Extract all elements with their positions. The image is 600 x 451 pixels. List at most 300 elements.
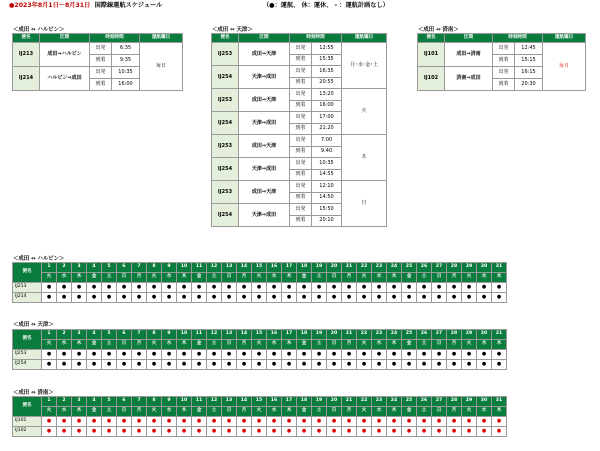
col-header-time: 時刻時間 xyxy=(90,34,140,43)
weekday-header: 月 xyxy=(342,340,357,350)
date-header: 22 xyxy=(357,263,372,273)
weekday-header: 月 xyxy=(342,273,357,283)
operation-mark: ● xyxy=(132,360,147,370)
date-header: 7 xyxy=(132,397,147,407)
operation-mark: ● xyxy=(477,293,492,303)
arrival-time: 9:40 xyxy=(312,146,342,158)
date-header: 26 xyxy=(417,263,432,273)
date-header: 16 xyxy=(267,263,282,273)
operation-mark: ● xyxy=(267,293,282,303)
operation-mark: ● xyxy=(87,427,102,437)
arrival-time: 20:10 xyxy=(312,215,342,227)
flight-number: IJ213 xyxy=(13,283,42,293)
date-header: 29 xyxy=(462,397,477,407)
arrival-time: 21:20 xyxy=(312,123,342,135)
tianjin-schedule-table xyxy=(211,33,387,227)
date-header: 13 xyxy=(222,330,237,340)
operation-mark: ● xyxy=(282,360,297,370)
date-header: 19 xyxy=(312,397,327,407)
date-header: 22 xyxy=(357,397,372,407)
date-header: 12 xyxy=(207,263,222,273)
arrival-label: 到着 xyxy=(290,146,312,158)
date-header: 24 xyxy=(387,397,402,407)
arrival-time: 20:30 xyxy=(515,79,543,91)
arrival-label: 到着 xyxy=(493,79,515,91)
weekday-header: 金 xyxy=(87,407,102,417)
harbin-schedule-table xyxy=(12,33,183,91)
date-header: 27 xyxy=(432,263,447,273)
operation-mark: ● xyxy=(327,283,342,293)
date-header: 21 xyxy=(342,330,357,340)
flight-number: IJ214 xyxy=(13,67,40,91)
operation-mark: ● xyxy=(402,360,417,370)
date-header: 17 xyxy=(282,397,297,407)
operation-mark: ● xyxy=(267,417,282,427)
departure-label: 出発 xyxy=(90,43,112,55)
operation-mark: ● xyxy=(372,417,387,427)
operation-mark: ● xyxy=(162,283,177,293)
operation-mark: ● xyxy=(162,427,177,437)
operation-mark: ● xyxy=(147,427,162,437)
operation-mark: ● xyxy=(147,350,162,360)
route: 天津⇒成田 xyxy=(239,158,290,181)
operation-mark: ● xyxy=(117,360,132,370)
operation-mark: ● xyxy=(42,350,57,360)
operation-mark: ● xyxy=(492,293,507,303)
operation-mark: ● xyxy=(72,283,87,293)
operation-mark: ● xyxy=(372,360,387,370)
date-header: 11 xyxy=(192,263,207,273)
weekday-header: 日 xyxy=(327,407,342,417)
date-header: 28 xyxy=(447,330,462,340)
weekday-header: 水 xyxy=(267,273,282,283)
operation-mark: ● xyxy=(57,283,72,293)
weekday-header: 火 xyxy=(357,407,372,417)
arrival-label: 到着 xyxy=(290,54,312,66)
date-header: 29 xyxy=(462,330,477,340)
operation-mark: ● xyxy=(147,283,162,293)
operation-mark: ● xyxy=(327,417,342,427)
operation-mark: ● xyxy=(357,283,372,293)
operation-mark: ● xyxy=(72,417,87,427)
date-header: 24 xyxy=(387,263,402,273)
arrival-time: 15:15 xyxy=(515,55,543,67)
weekday-header: 日 xyxy=(327,340,342,350)
arrival-label: 到着 xyxy=(493,55,515,67)
operation-mark: ● xyxy=(42,360,57,370)
flight-number: IJ102 xyxy=(418,67,445,91)
operation-mark: ● xyxy=(222,427,237,437)
weekday-header: 水 xyxy=(477,407,492,417)
departure-label: 出発 xyxy=(290,204,312,216)
operation-mark: ● xyxy=(387,427,402,437)
arrival-label: 到着 xyxy=(290,77,312,89)
col-header-days: 運航曜日 xyxy=(543,34,586,43)
operation-mark: ● xyxy=(417,293,432,303)
weekday-header: 土 xyxy=(417,273,432,283)
operation-mark: ● xyxy=(462,417,477,427)
weekday-header: 火 xyxy=(42,407,57,417)
col-header-days: 運航曜日 xyxy=(342,34,387,43)
route: 成田⇒天津 xyxy=(239,89,290,112)
operation-mark: ● xyxy=(192,417,207,427)
operation-mark: ● xyxy=(417,417,432,427)
operation-mark: ● xyxy=(492,360,507,370)
weekday-header: 火 xyxy=(252,340,267,350)
operation-mark: ● xyxy=(297,283,312,293)
flight-number: IJ102 xyxy=(13,427,42,437)
flight-number: IJ253 xyxy=(13,350,42,360)
operation-mark: ● xyxy=(267,350,282,360)
operation-mark: ● xyxy=(222,360,237,370)
weekday-header: 日 xyxy=(432,340,447,350)
departure-label: 出発 xyxy=(290,43,312,55)
weekday-header: 木 xyxy=(492,340,507,350)
operation-mark: ● xyxy=(252,360,267,370)
col-header-flight: 便名 xyxy=(13,330,42,350)
date-header: 4 xyxy=(87,263,102,273)
operation-mark: ● xyxy=(357,417,372,427)
operation-mark: ● xyxy=(372,427,387,437)
operation-mark: ● xyxy=(57,417,72,427)
route: 成田⇒天津 xyxy=(239,181,290,204)
operation-mark: ● xyxy=(42,293,57,303)
harbin-calendar-table xyxy=(12,262,507,303)
operation-mark: ● xyxy=(462,427,477,437)
operation-mark: ● xyxy=(237,417,252,427)
date-header: 23 xyxy=(372,263,387,273)
operation-mark: ● xyxy=(192,350,207,360)
date-header: 18 xyxy=(297,330,312,340)
operation-mark: ● xyxy=(72,427,87,437)
departure-time: 10:35 xyxy=(312,158,342,170)
operation-mark: ● xyxy=(57,350,72,360)
date-header: 7 xyxy=(132,330,147,340)
date-header: 25 xyxy=(402,330,417,340)
operation-mark: ● xyxy=(492,283,507,293)
departure-time: 16:15 xyxy=(515,67,543,79)
operation-mark: ● xyxy=(222,417,237,427)
operation-mark: ● xyxy=(42,417,57,427)
operation-mark: ● xyxy=(312,427,327,437)
operation-mark: ● xyxy=(177,283,192,293)
operation-mark: ● xyxy=(402,417,417,427)
route: 成田⇒済南 xyxy=(445,43,493,67)
operation-mark: ● xyxy=(222,293,237,303)
operation-mark: ● xyxy=(252,417,267,427)
date-header: 1 xyxy=(42,263,57,273)
operation-mark: ● xyxy=(462,283,477,293)
operation-mark: ● xyxy=(417,350,432,360)
date-header: 8 xyxy=(147,263,162,273)
operation-mark: ● xyxy=(117,427,132,437)
weekday-header: 土 xyxy=(417,407,432,417)
flight-number: IJ254 xyxy=(212,112,239,135)
flight-number: IJ253 xyxy=(212,181,239,204)
operation-mark: ● xyxy=(432,360,447,370)
weekday-header: 月 xyxy=(342,407,357,417)
date-header: 5 xyxy=(102,330,117,340)
departure-time: 6:35 xyxy=(112,43,140,55)
operation-mark: ● xyxy=(252,427,267,437)
operation-mark: ● xyxy=(147,360,162,370)
date-header: 27 xyxy=(432,397,447,407)
operation-mark: ● xyxy=(387,350,402,360)
operation-mark: ● xyxy=(282,293,297,303)
operation-mark: ● xyxy=(252,350,267,360)
operation-mark: ● xyxy=(207,360,222,370)
flight-number: IJ101 xyxy=(418,43,445,67)
operation-mark: ● xyxy=(462,350,477,360)
weekday-header: 月 xyxy=(132,340,147,350)
date-header: 23 xyxy=(372,397,387,407)
operating-days: 火 xyxy=(342,89,387,135)
operation-mark: ● xyxy=(417,427,432,437)
weekday-header: 木 xyxy=(282,273,297,283)
operation-mark: ● xyxy=(477,417,492,427)
weekday-header: 火 xyxy=(147,340,162,350)
departure-label: 出発 xyxy=(290,89,312,101)
weekday-header: 水 xyxy=(57,407,72,417)
date-header: 18 xyxy=(297,263,312,273)
date-header: 31 xyxy=(492,263,507,273)
operation-mark: ● xyxy=(117,283,132,293)
date-header: 30 xyxy=(477,397,492,407)
weekday-header: 月 xyxy=(447,340,462,350)
date-header: 11 xyxy=(192,397,207,407)
weekday-header: 水 xyxy=(162,273,177,283)
date-header: 17 xyxy=(282,330,297,340)
weekday-header: 土 xyxy=(312,407,327,417)
weekday-header: 月 xyxy=(447,273,462,283)
operation-mark: ● xyxy=(357,293,372,303)
arrival-label: 到着 xyxy=(290,100,312,112)
weekday-header: 水 xyxy=(162,407,177,417)
operation-mark: ● xyxy=(132,417,147,427)
operation-mark: ● xyxy=(402,427,417,437)
date-header: 9 xyxy=(162,397,177,407)
weekday-header: 水 xyxy=(372,273,387,283)
operation-mark: ● xyxy=(297,360,312,370)
operating-days: 日 xyxy=(342,181,387,227)
arrival-label: 到着 xyxy=(90,79,112,91)
operation-mark: ● xyxy=(162,293,177,303)
weekday-header: 火 xyxy=(357,273,372,283)
date-header: 20 xyxy=(327,263,342,273)
operation-mark: ● xyxy=(207,417,222,427)
operation-mark: ● xyxy=(57,293,72,303)
date-header: 5 xyxy=(102,397,117,407)
date-header: 6 xyxy=(117,263,132,273)
date-header: 2 xyxy=(57,263,72,273)
operation-mark: ● xyxy=(342,293,357,303)
flight-number: IJ253 xyxy=(212,135,239,158)
col-header-time: 時刻時間 xyxy=(493,34,543,43)
date-header: 13 xyxy=(222,263,237,273)
operation-mark: ● xyxy=(342,360,357,370)
date-header: 5 xyxy=(102,263,117,273)
date-header: 12 xyxy=(207,397,222,407)
operation-mark: ● xyxy=(87,350,102,360)
date-header: 21 xyxy=(342,397,357,407)
operation-mark: ● xyxy=(117,293,132,303)
operation-mark: ● xyxy=(87,360,102,370)
date-header: 14 xyxy=(237,397,252,407)
weekday-header: 月 xyxy=(237,340,252,350)
operation-mark: ● xyxy=(222,350,237,360)
weekday-header: 金 xyxy=(192,273,207,283)
page-title xyxy=(9,0,162,9)
tianjin-calendar-table xyxy=(12,329,507,370)
operating-days: 毎日 xyxy=(543,43,586,91)
weekday-header: 火 xyxy=(252,273,267,283)
operation-mark: ● xyxy=(492,350,507,360)
date-header: 10 xyxy=(177,330,192,340)
arrival-label: 到着 xyxy=(290,192,312,204)
date-header: 15 xyxy=(252,263,267,273)
arrival-time: 16:00 xyxy=(112,79,140,91)
operation-mark: ● xyxy=(192,293,207,303)
route: 天津⇒成田 xyxy=(239,66,290,89)
weekday-header: 水 xyxy=(162,340,177,350)
departure-label: 出発 xyxy=(290,135,312,147)
operation-mark: ● xyxy=(357,350,372,360)
date-header: 6 xyxy=(117,330,132,340)
weekday-header: 日 xyxy=(117,340,132,350)
weekday-header: 木 xyxy=(282,407,297,417)
weekday-header: 金 xyxy=(297,407,312,417)
weekday-header: 月 xyxy=(237,273,252,283)
flight-number: IJ253 xyxy=(212,89,239,112)
col-header-flight: 便名 xyxy=(13,263,42,283)
operation-mark: ● xyxy=(72,350,87,360)
weekday-header: 水 xyxy=(267,407,282,417)
operation-mark: ● xyxy=(372,293,387,303)
date-header: 14 xyxy=(237,263,252,273)
weekday-header: 火 xyxy=(147,273,162,283)
operation-mark: ● xyxy=(282,350,297,360)
jinan-calendar-table xyxy=(12,396,507,437)
date-header: 3 xyxy=(72,397,87,407)
operation-mark: ● xyxy=(177,293,192,303)
weekday-header: 木 xyxy=(492,407,507,417)
route: 済南⇒成田 xyxy=(445,67,493,91)
weekday-header: 土 xyxy=(417,340,432,350)
col-header-route: 区間 xyxy=(445,34,493,43)
operation-mark: ● xyxy=(42,427,57,437)
operation-mark: ● xyxy=(372,350,387,360)
operation-mark: ● xyxy=(87,293,102,303)
operation-mark: ● xyxy=(237,293,252,303)
operating-days: 毎日 xyxy=(140,43,183,91)
operation-mark: ● xyxy=(72,360,87,370)
date-header: 24 xyxy=(387,330,402,340)
operation-mark: ● xyxy=(132,350,147,360)
weekday-header: 木 xyxy=(387,340,402,350)
operation-mark: ● xyxy=(267,427,282,437)
operation-mark: ● xyxy=(297,293,312,303)
date-header: 20 xyxy=(327,397,342,407)
weekday-header: 土 xyxy=(312,340,327,350)
operation-mark: ● xyxy=(267,283,282,293)
date-header: 12 xyxy=(207,330,222,340)
operation-mark: ● xyxy=(477,360,492,370)
operation-mark: ● xyxy=(357,427,372,437)
departure-time: 7:00 xyxy=(312,135,342,147)
date-header: 27 xyxy=(432,330,447,340)
departure-time: 12:45 xyxy=(515,43,543,55)
date-header: 9 xyxy=(162,263,177,273)
col-header-flight: 便名 xyxy=(13,397,42,417)
operation-mark: ● xyxy=(327,293,342,303)
operation-mark: ● xyxy=(342,417,357,427)
title-name: 国際線運航スケジュール xyxy=(94,2,163,9)
operation-mark: ● xyxy=(297,350,312,360)
date-header: 10 xyxy=(177,397,192,407)
weekday-header: 火 xyxy=(462,340,477,350)
date-header: 7 xyxy=(132,263,147,273)
tianjin-heading: ＜成田 ⇔ 天津＞ xyxy=(212,27,253,33)
route: 天津⇒成田 xyxy=(239,204,290,227)
arrival-time: 16:00 xyxy=(312,100,342,112)
weekday-header: 金 xyxy=(297,340,312,350)
weekday-header: 木 xyxy=(492,273,507,283)
date-header: 10 xyxy=(177,263,192,273)
operation-mark: ● xyxy=(162,350,177,360)
date-header: 4 xyxy=(87,397,102,407)
weekday-header: 木 xyxy=(387,273,402,283)
operation-mark: ● xyxy=(117,417,132,427)
weekday-header: 土 xyxy=(102,273,117,283)
operation-mark: ● xyxy=(177,427,192,437)
weekday-header: 木 xyxy=(387,407,402,417)
departure-time: 12:55 xyxy=(312,43,342,55)
weekday-header: 火 xyxy=(252,407,267,417)
operation-mark: ● xyxy=(207,293,222,303)
operation-mark: ● xyxy=(432,283,447,293)
operation-mark: ● xyxy=(282,427,297,437)
date-header: 31 xyxy=(492,397,507,407)
operation-mark: ● xyxy=(102,283,117,293)
weekday-header: 木 xyxy=(72,407,87,417)
operation-mark: ● xyxy=(267,360,282,370)
departure-label: 出発 xyxy=(90,67,112,79)
operation-mark: ● xyxy=(432,350,447,360)
date-header: 15 xyxy=(252,397,267,407)
jinan-schedule-table xyxy=(417,33,586,91)
operating-days: 月･水･金･土 xyxy=(342,43,387,89)
weekday-header: 水 xyxy=(267,340,282,350)
operation-mark: ● xyxy=(447,417,462,427)
date-header: 6 xyxy=(117,397,132,407)
date-header: 18 xyxy=(297,397,312,407)
col-header-time: 時刻時間 xyxy=(290,34,342,43)
route: 成田⇒天津 xyxy=(239,43,290,66)
weekday-header: 金 xyxy=(402,273,417,283)
date-header: 1 xyxy=(42,397,57,407)
harbin-heading: ＜成田 ⇔ ハルビン＞ xyxy=(13,27,65,33)
operation-mark: ● xyxy=(192,360,207,370)
date-header: 3 xyxy=(72,330,87,340)
operation-mark: ● xyxy=(357,360,372,370)
operation-mark: ● xyxy=(147,417,162,427)
title-bullet: ● xyxy=(9,2,15,9)
operation-mark: ● xyxy=(462,293,477,303)
operation-mark: ● xyxy=(477,350,492,360)
col-header-days: 運航曜日 xyxy=(140,34,183,43)
weekday-header: 日 xyxy=(222,273,237,283)
weekday-header: 月 xyxy=(132,273,147,283)
